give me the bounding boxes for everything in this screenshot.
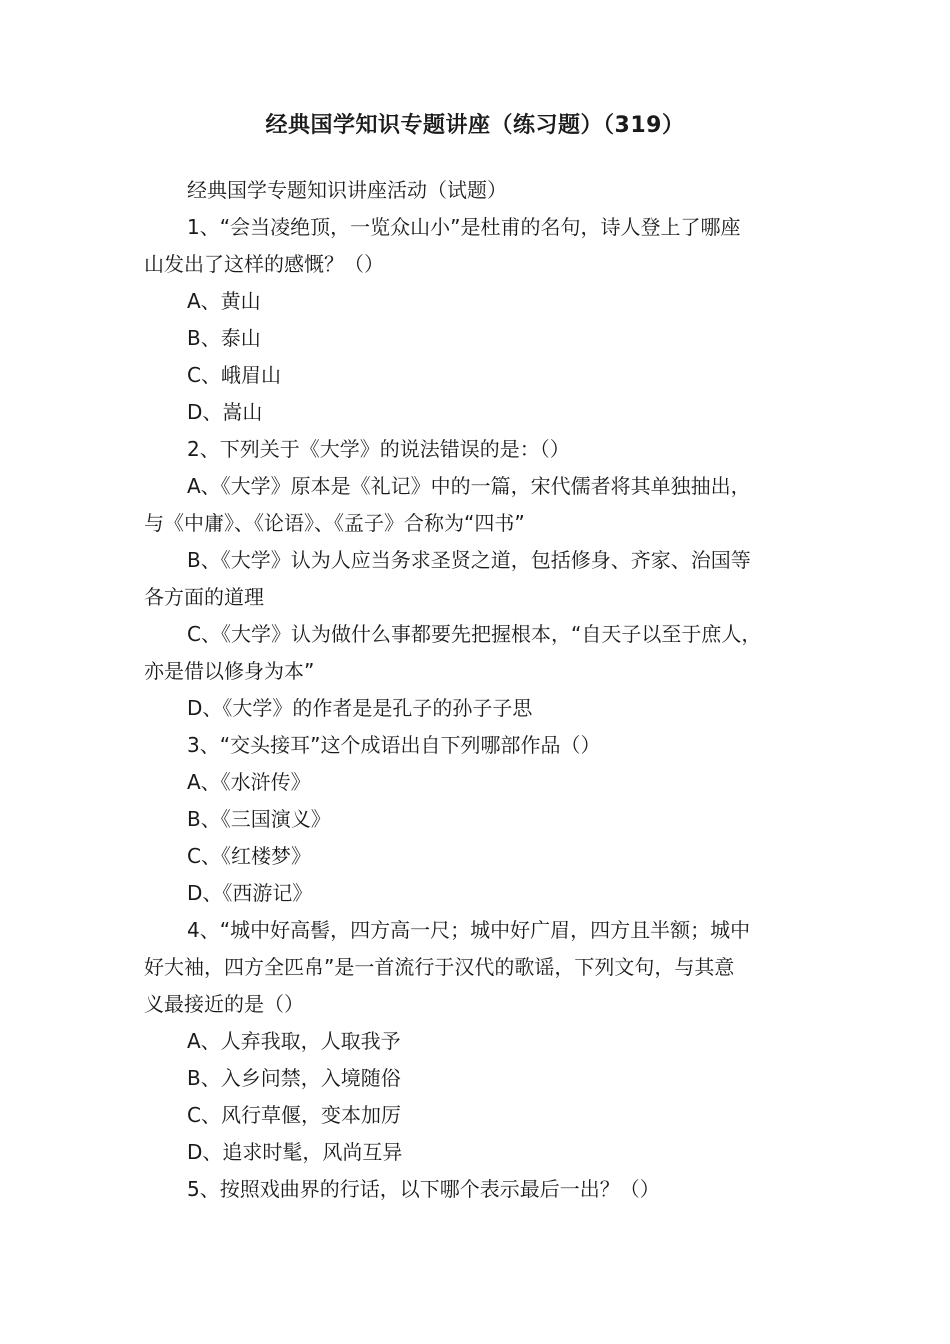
text-line: A、《水浒传》 [187, 770, 311, 794]
text-line: A、《大学》原本是《礼记》中的一篇，宋代儒者将其单独抽出， [187, 474, 751, 498]
document-body [144, 172, 834, 1208]
text-line: 3、“交头接耳”这个成语出自下列哪部作品（） [187, 733, 601, 757]
text-line: A、黄山 [187, 289, 261, 313]
text-line: B、入乡问禁，入境随俗 [187, 1066, 401, 1090]
text-line: 各方面的道理 [144, 585, 264, 609]
text-line: A、人弃我取，人取我予 [187, 1029, 401, 1053]
document-title: 经典国学知识专题讲座（练习题）（319） [265, 113, 685, 138]
text-line: D、追求时髦，风尚互异 [187, 1140, 403, 1164]
subtitle-line: 经典国学专题知识讲座活动（试题） [187, 178, 507, 202]
text-line: B、《三国演义》 [187, 807, 331, 831]
text-line: 2、下列关于《大学》的说法错误的是：（） [187, 437, 570, 461]
text-line: 5、按照戏曲界的行话，以下哪个表示最后一出？（） [187, 1177, 660, 1201]
text-line: D、嵩山 [187, 400, 263, 424]
question-lines [144, 209, 834, 1208]
text-line: C、《大学》认为做什么事都要先把握根本，“自天子以至于庶人， [187, 622, 762, 646]
text-line: 4、“城中好高髻，四方高一尺；城中好广眉，四方且半额；城中 [187, 918, 751, 942]
text-line: C、峨眉山 [187, 363, 281, 387]
text-line: B、泰山 [187, 326, 261, 350]
text-line: D、《大学》的作者是是孔子的孙子子思 [187, 696, 533, 720]
text-line: C、风行草偃，变本加厉 [187, 1103, 401, 1127]
text-line: 山发出了这样的感慨？（） [144, 252, 384, 276]
text-line: 1、“会当凌绝顶，一览众山小”是杜甫的名句，诗人登上了哪座 [187, 215, 741, 239]
text-line: 亦是借以修身为本” [144, 659, 315, 683]
text-line: D、《西游记》 [187, 881, 313, 905]
text-line: C、《红楼梦》 [187, 844, 311, 868]
text-line: 与《中庸》、《论语》、《孟子》合称为“四书” [144, 511, 525, 535]
text-line: B、《大学》认为人应当务求圣贤之道，包括修身、齐家、治国等 [187, 548, 751, 572]
text-line: 好大袖，四方全匹帛”是一首流行于汉代的歌谣，下列文句，与其意 [144, 955, 735, 979]
text-line: 义最接近的是（） [144, 992, 304, 1016]
